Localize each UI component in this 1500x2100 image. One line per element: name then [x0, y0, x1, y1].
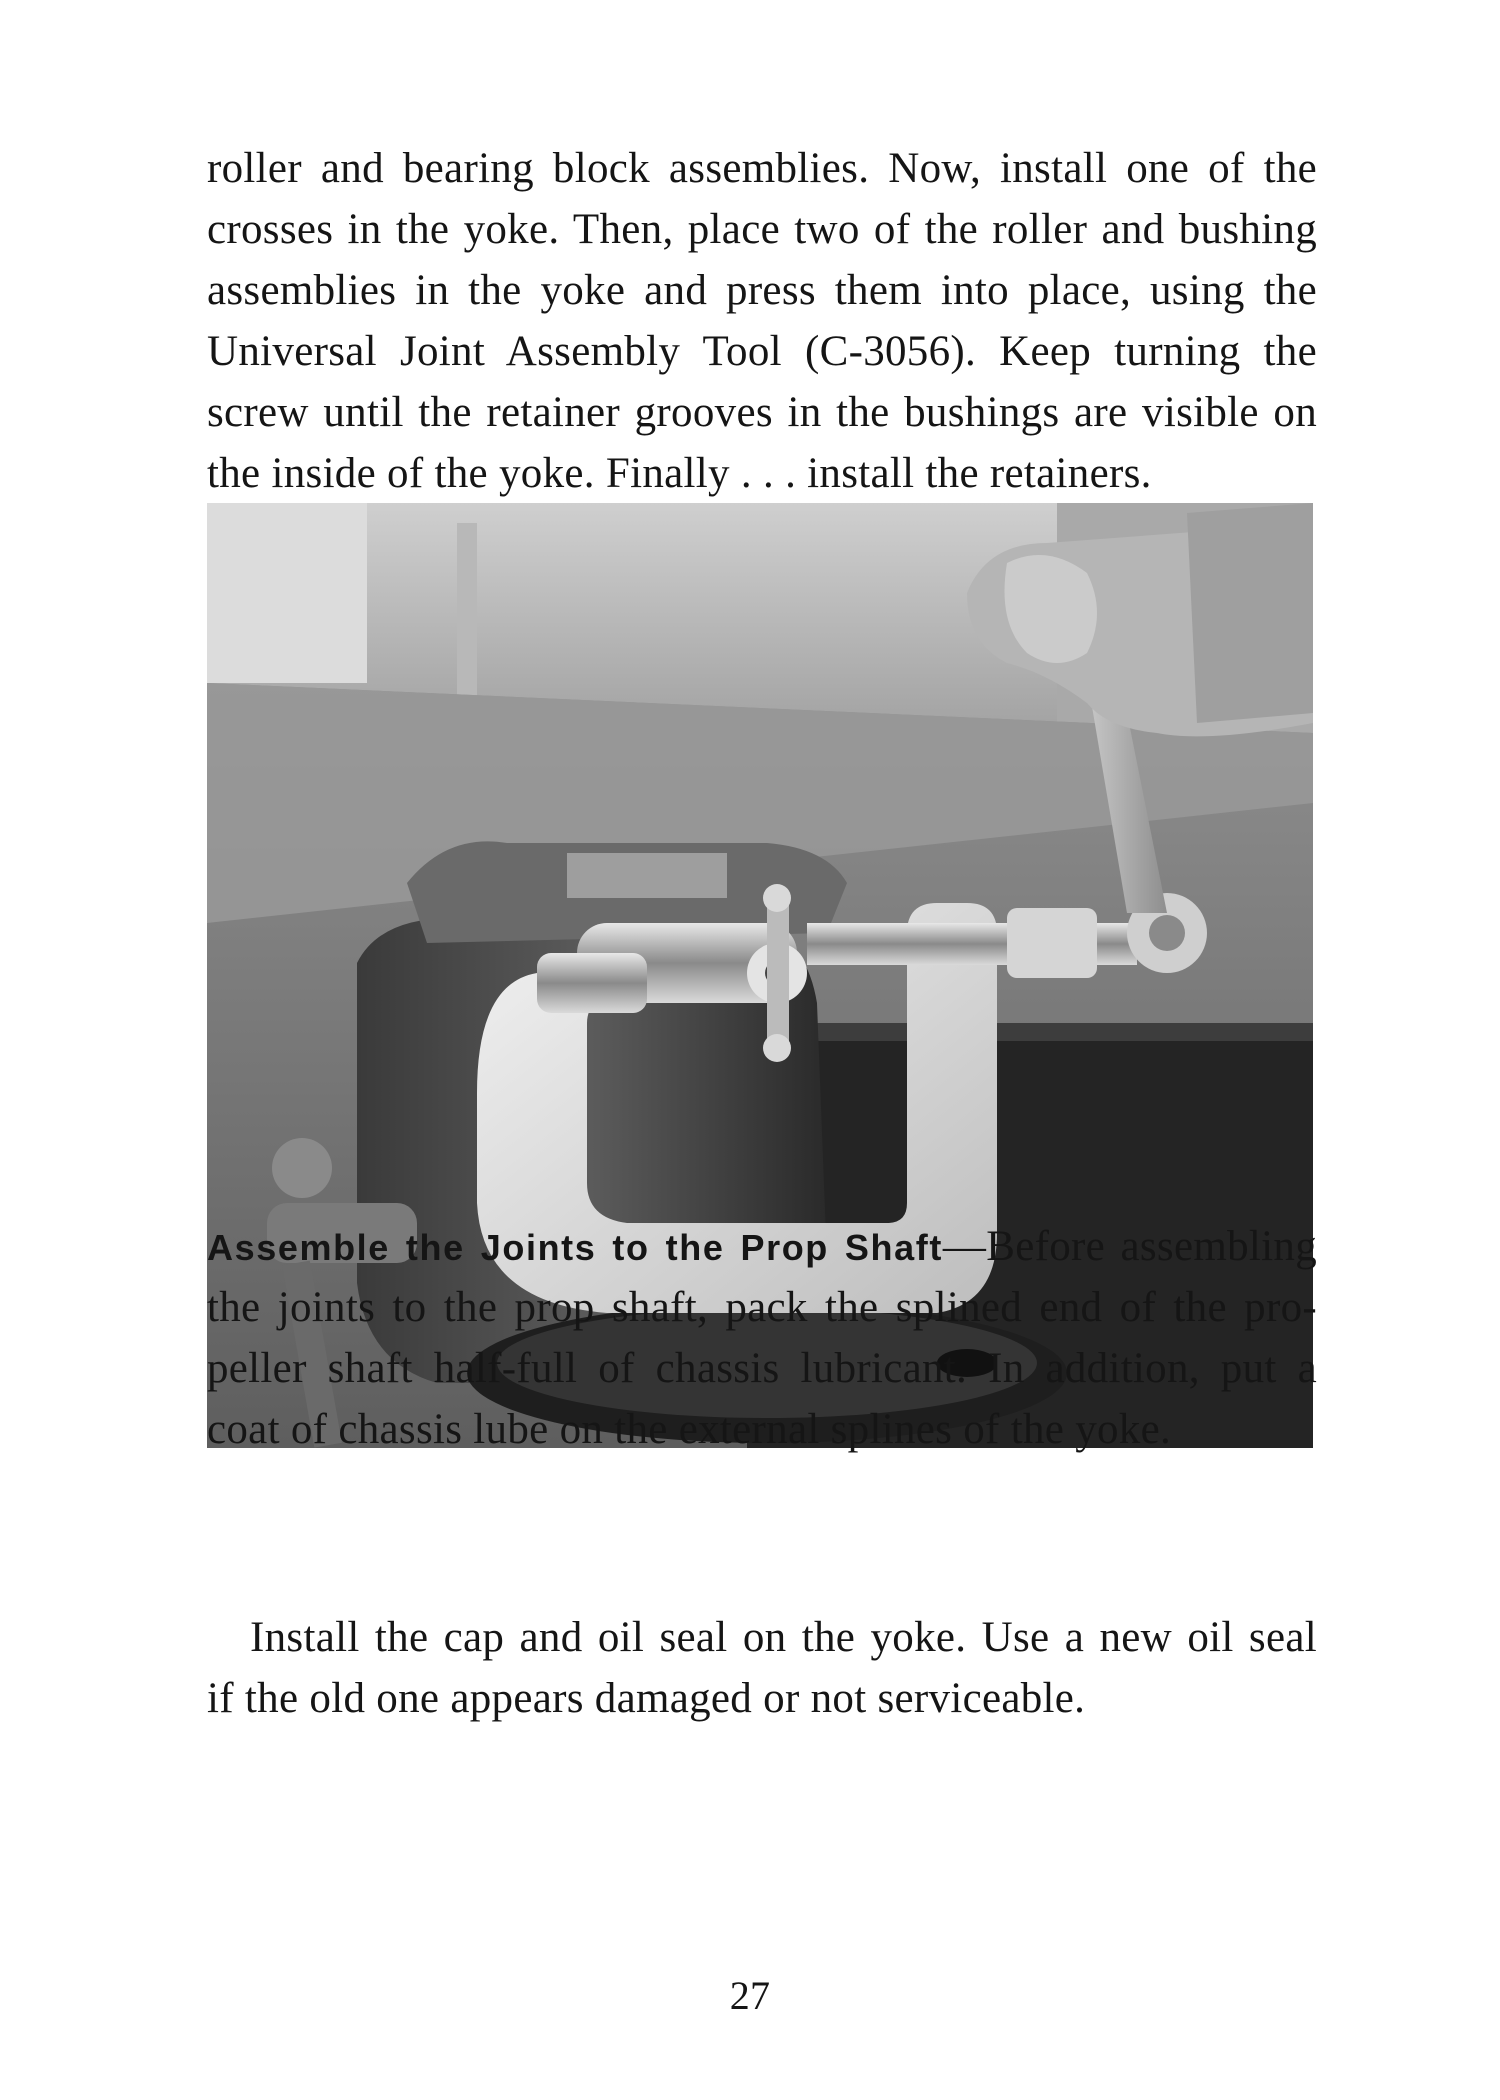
- caption-heading: Assemble the Joints to the Prop Shaft: [207, 1227, 943, 1268]
- paragraph-line: roller and bearing block assemblies. Now, install one of the: [207, 145, 1317, 192]
- page-number: 27: [729, 1973, 771, 2018]
- paragraph-line: Install the cap and oil seal on the yoke. Use a new oil seal: [250, 1614, 1317, 1661]
- caption-first-line: [207, 1216, 1317, 1277]
- paragraph-line: crosses in the yoke. Then, place two of the roller and bushing: [207, 206, 1317, 253]
- paragraph-line: peller shaft half-full of chassis lubricant. In addition, put a: [207, 1345, 1317, 1392]
- install-paragraph: [207, 1607, 1317, 1729]
- paragraph-line: screw until the retainer grooves in the bushings are visible on: [207, 389, 1317, 436]
- caption-dash: —: [942, 1223, 987, 1270]
- paragraph-line: Universal Joint Assembly Tool (C-3056). Keep turning the: [207, 328, 1317, 375]
- paragraph-line: the joints to the prop shaft, pack the splined end of the pro-: [207, 1284, 1317, 1331]
- paragraph-line: coat of chassis lube on the external splines of the yoke.: [207, 1406, 1172, 1453]
- paragraph-line: if the old one appears damaged or not serviceable.: [207, 1675, 1086, 1722]
- paragraph-line: the inside of the yoke. Finally . . . install the retainers.: [207, 450, 1152, 497]
- paragraph-line: assemblies in the yoke and press them into place, using the: [207, 267, 1317, 314]
- caption-paragraph: [207, 1216, 1317, 1460]
- caption-first-line-text: Before assembling: [986, 1223, 1317, 1270]
- intro-paragraph: [207, 138, 1317, 504]
